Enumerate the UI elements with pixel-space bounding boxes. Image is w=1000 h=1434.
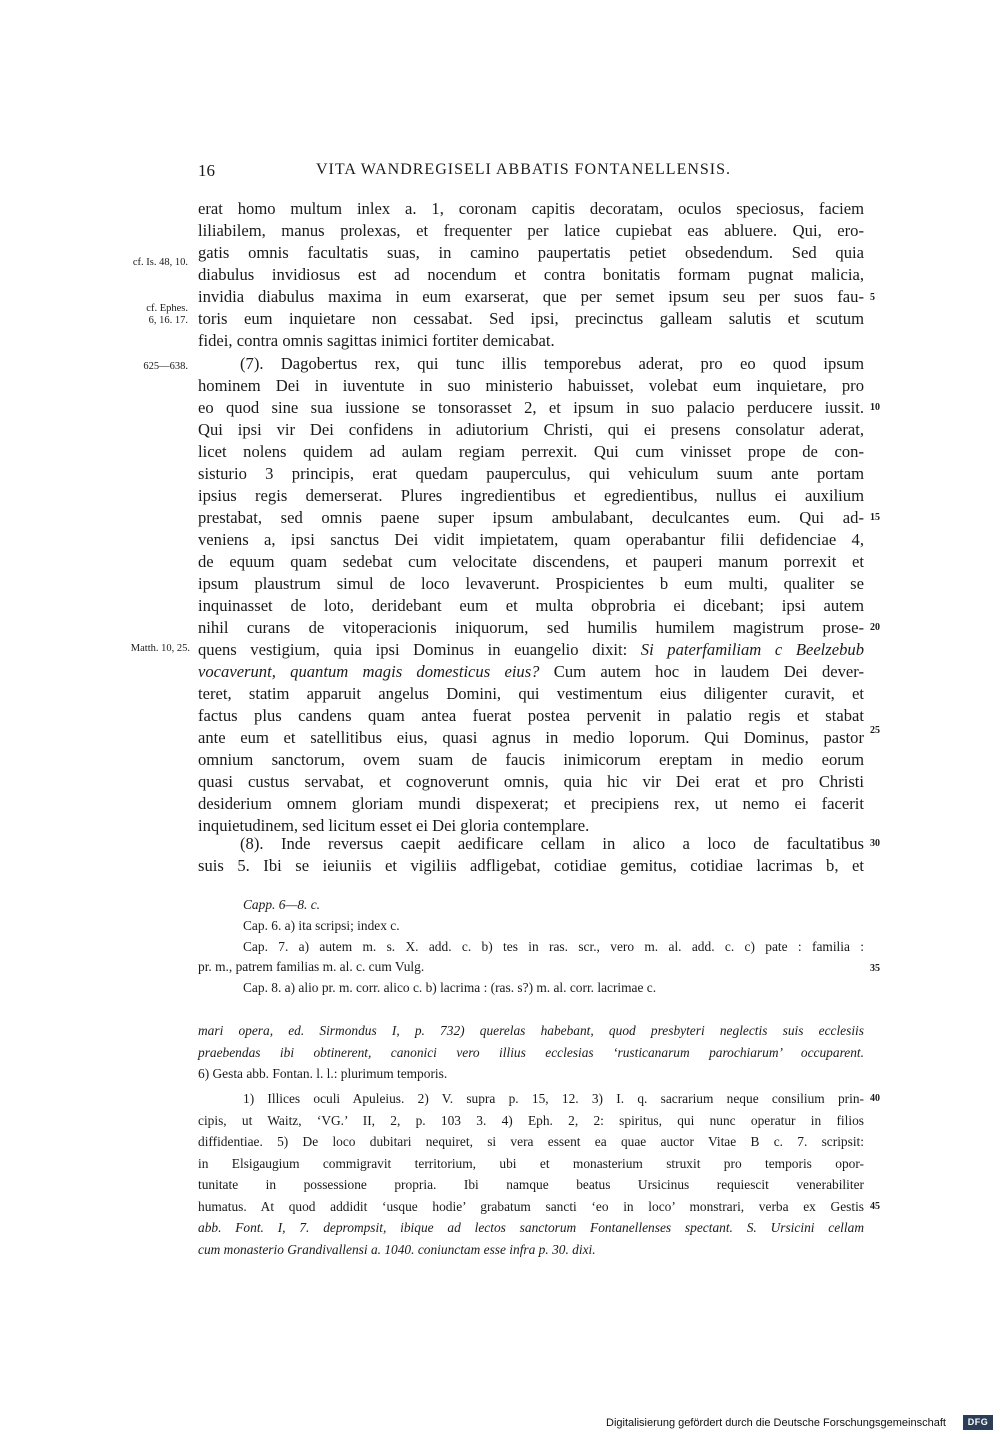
note-line: humatus. At quod addidit ‘usque hodie’ grabatum sancti ‘eo in loco’ monstrari, verba ex Gestis [198,1199,864,1214]
text-line: licet nolens quidem ad aulam regiam perrexit. Qui cum vinisset prope de con- [198,442,864,461]
text-line: liliabilem, manus prolexas, et frequenter per latice cupiebat eas abluere. Qui, ero- [198,221,864,240]
text-line: hominem Dei in iuventute in suo ministerio habuisset, volebat eum inquietare, pro [198,376,864,395]
digitization-credit: Digitalisierung gefördert durch die Deutsche Forschungsgemeinschaft [606,1417,946,1429]
text-line: fidei, contra omnis sagittas inimici fortiter demicabat. [198,331,555,350]
line-number: 5 [870,292,875,303]
note-line: mari opera, ed. Sirmondus I, p. 732) querelas habebant, quod presbyteri neglectis suis ecclesiis [198,1023,864,1038]
note-line: in Elsigaugium commigravit territorium, ubi et monasterium struxit pro temporis opor- [198,1156,864,1171]
apparatus-line: Cap. 8. a) alio pr. m. corr. alico c. b) lacrima : (ras. s?) m. al. corr. lacrimae c. [243,980,657,995]
text-line: de equum quam sedebat cum velocitate discendens, et pauperi manum porrexit et [198,552,864,571]
text-line: inquietudinem, sed licitum esset ei Dei gloria contemplare. [198,816,590,835]
paragraph-7-start: (7). Dagobertus rex, qui tunc illis temporebus aderat, pro eo quod ipsum [240,354,864,373]
text-line [198,639,864,661]
text-line: ipsum plaustrum simul de loco levaverunt. Prospicientes b eum multi, qualiter se [198,574,864,593]
apparatus-line: pr. m., patrem familias m. al. c. cum Vulg. [198,959,425,974]
text-line: ante eum et satellitibus eius, quasi agnus in medio loporum. Qui Dominus, pastor [198,728,864,747]
line-number: 10 [870,402,880,413]
text-segment: Cum autem hoc in laudem Dei dever- [539,662,864,681]
text-line: ipsius regis demerserat. Plures ingredientibus et egredientibus, nullus ei auxilium [198,486,864,505]
note-line: tunitate in possessione propria. Ibi namque beatus Ursicinus requiescit venerabiliter [198,1177,864,1192]
margin-ref-isaiah: cf. Is. 48, 10. [132,257,188,268]
apparatus-line: Cap. 7. a) autem m. s. X. add. c. b) tes in ras. scr., vero m. al. add. c. c) pate : familia : [243,939,864,954]
margin-ref-matthew: Matth. 10, 25. [130,643,190,654]
text-line: diabulus invidiosus est ad nocendum et contra bonitatis formam pugnat malicia, [198,265,864,284]
text-line: suis 5. Ibi se ieiuniis et vigiliis adfligebat, cotidiae gemitus, cotidiae lacrimas b, et [198,856,864,875]
text-line: invidia diabulus maxima in eum exarserat, que per semet ipsum seu per suos fau- [198,287,864,306]
text-line: Qui ipsi vir Dei confidens in adiutorium Christi, qui ei presens consolatur aderat, [198,420,864,439]
text-line: veniens a, ipsi sanctus Dei vidit impietatem, quam operabantur filii defidenciae 4, [198,530,864,549]
margin-ref-dates: 625—638. [143,361,188,372]
note-line: cum monasterio Grandivallensi a. 1040. coniunctam esse infra p. 30. dixi. [198,1242,596,1257]
text-line [198,661,864,683]
scripture-quote: vocaverunt, quantum magis domesticus eius? [198,662,540,681]
line-number: 40 [870,1093,880,1104]
paragraph-8-start: (8). Inde reversus caepit aedificare cellam in alico a loco de facultatibus [240,834,864,853]
note-line: abb. Font. I, 7. deprompsit, ibique ad lectos sanctorum Fontanellenses spectant. S. Ursicini cellam [198,1220,864,1235]
note-line: diffidentiae. 5) De loco dubitari nequiret, si vera essent ea quae auctor Vitae B c. 7. scripsit: [198,1134,864,1149]
text-line: factus plus candens quam antea fuerat postea pervenit in palatio regis et stabat [198,706,864,725]
text-line: erat homo multum inlex a. 1, coronam capitis decoratam, oculos speciosus, faciem [198,199,864,218]
note-line: 6) Gesta abb. Fontan. l. l.: plurimum temporis. [198,1066,448,1081]
text-line: toris eum inquietare non cessabat. Sed ipsi, precinctus galleam salutis et scutum [198,309,864,328]
dfg-logo: DFG [963,1415,993,1430]
text-line: nihil curans de vitoperacionis iniquorum, sed humilis humilem magistrum prose- [198,618,864,637]
text-line: prestabat, sed omnis paene super ipsum ambulabant, deculcantes eum. Qui ad- [198,508,864,527]
text-segment: quens vestigium, quia ipsi Dominus in euangelio dixit: [198,640,641,659]
text-line: desiderium omnem gloriam mundi dispexerat; et precipiens rex, ut nemo ei facerit [198,794,864,813]
line-number: 35 [870,963,880,974]
text-line: teret, statim apparuit angelus Domini, qui vestimentum eius diligenter curavit, et [198,684,864,703]
line-number: 25 [870,725,880,736]
note-line: praebendas ibi obtinerent, canonici vero illius ecclesias ‘rusticanarum parochiarum’ occuparent. [198,1045,864,1060]
apparatus-line: Cap. 6. a) ita scripsi; index c. [243,918,400,933]
running-title: VITA WANDREGISELI ABBATIS FONTANELLENSIS. [316,161,732,178]
margin-ref-ephesians-verse: 6, 16. 17. [148,315,188,326]
text-line: eo quod sine sua iussione se tonsorasset 2, et ipsum in suo palacio perducere iussit. [198,398,864,417]
line-number: 15 [870,512,880,523]
line-number: 30 [870,838,880,849]
margin-ref-ephesians: cf. Ephes. [146,303,188,314]
text-line: inquinasset de loto, deridebant eum et multa obprobria ei dicebant; ipsi autem [198,596,864,615]
text-line: quasi custus servabat, et cognoverunt omnis, quia hic vir Dei erat et pro Christi [198,772,864,791]
page-number: 16 [198,161,215,180]
apparatus-line [243,894,864,916]
line-number: 20 [870,622,880,633]
line-number: 45 [870,1201,880,1212]
note-line: cipis, ut Waitz, ‘VG.’ II, 2, p. 103 3. 4) Eph. 2, 2: spiritus, qui nunc operatur in filios [198,1113,864,1128]
note-line: 1) Illices oculi Apuleius. 2) V. supra p. 15, 12. 3) I. q. sacrarium neque consilium prin- [243,1091,864,1106]
apparatus-text: Capp. 6—8. c. [243,897,320,912]
text-line: sisturio 3 principis, erat quedam pauperculus, qui vehiculum suum ante portam [198,464,864,483]
scripture-quote: Si paterfamiliam c Beelzebub [640,640,865,659]
text-line: omnium sanctorum, ovem suam de faucis inimicorum ereptam in medio eorum [198,750,864,769]
text-line: gatis omnis facultatis suas, in camino paupertatis petiet obsedendum. Sed quia [198,243,864,262]
